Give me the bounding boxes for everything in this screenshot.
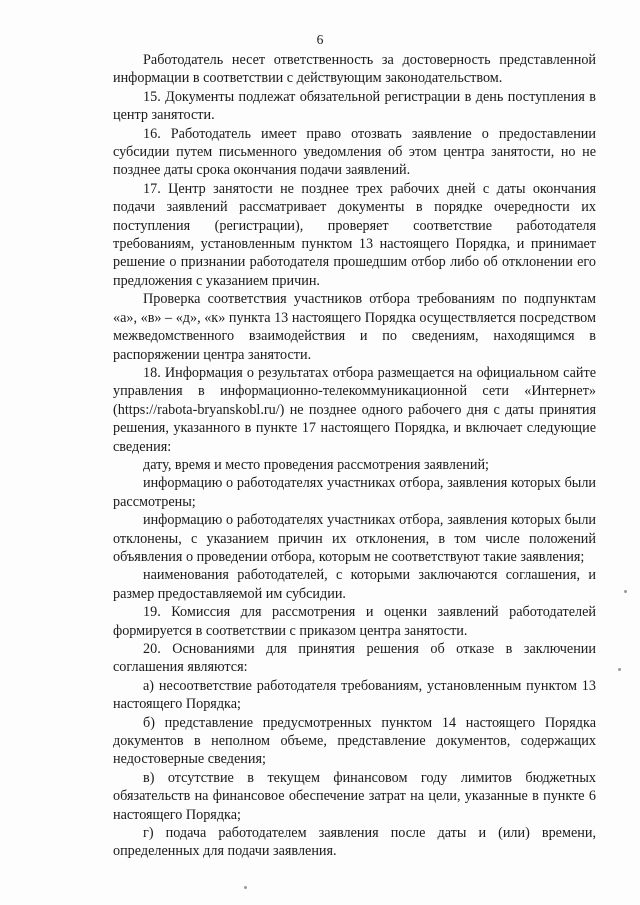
paragraph-19-commission: 19. Комиссия для рассмотрения и оценки заявлений работодателей формируется в соответствии с приказом центра занятости. [113,604,596,639]
scan-artifact-dot [244,886,247,889]
paragraph-18-results-info: 18. Информация о результатах отбора размещается на официальном сайте управления в информационно-телекоммуникационной сети «Интернет» (https://rabota-bryanskobl.ru/) не позднее одного рабочего дня с даты принятия решения, указанного в пункте 17 настоящего Порядка, и включает следующие сведения: [113,364,596,455]
page-number: 6 [316,32,324,47]
list-item-ground-c: в) отсутствие в текущем финансовом году лимитов бюджетных обязательств на финансовое обеспечение затрат на цели, указанные в пункте 6 настоящего Порядка; [113,769,596,823]
paragraph-compliance-check: Проверка соответствия участников отбора требованиям по подпунктам «а», «в» – «д», «к» пункта 13 настоящего Порядка осуществляется посредством межведомственного взаимодействия и по сведениям, находящимся в распоряжении центра занятости. [113,291,596,363]
paragraph-15-registration: 15. Документы подлежат обязательной регистрации в день поступления в центр занятости. [113,88,596,124]
paragraph-20-refusal-grounds: 20. Основаниями для принятия решения об отказе в заключении соглашения являются: [113,641,596,676]
paragraph-17-review: 17. Центр занятости не позднее трех рабочих дней с даты окончания подачи заявлений рассматривает документы в порядке очередности их поступления (регистрации), проверяет соответствие работодателя требованиям, установленным пунктом 13 настоящего Порядка, и принимает решение о признании работодателя прошедшим отбор либо об отклонении его предложения с указанием причин. [113,180,596,289]
list-item-ground-d: г) подача работодателем заявления после даты и (или) времени, определенных для подачи заявления. [113,825,596,860]
paragraph-employer-responsibility: Работодатель несет ответственность за достоверность представленной информации в соответствии с действующим законодательством. [113,52,596,87]
list-item-review-date: дату, время и место проведения рассмотрения заявлений; [143,456,489,473]
list-item-reviewed-employers: информацию о работодателях участниках отбора, заявления которых были рассмотрены; [113,475,596,510]
scan-artifact-dot [618,668,621,671]
paragraph-16-withdrawal: 16. Работодатель имеет право отозвать заявление о предоставлении субсидии путем письменного уведомления об этом центра занятости, но не позднее даты срока окончания подачи заявлений. [113,125,596,179]
list-item-agreement-employers: наименования работодателей, с которыми заключаются соглашения, и размер предоставляемой им субсидии. [113,567,596,602]
document-body [113,51,596,861]
scan-artifact-dot [624,590,627,593]
list-item-rejected-employers: информацию о работодателях участниках отбора, заявления которых были отклонены, с указанием причин их отклонения, в том числе положений объявления о проведении отбора, которым не соответствуют такие заявления; [113,512,596,565]
list-item-ground-b: б) представление предусмотренных пунктом 14 настоящего Порядка документов в неполном объеме, представление документов, содержащих недостоверные сведения; [113,714,596,768]
list-item-ground-a: а) несоответствие работодателя требованиям, установленным пунктом 13 настоящего Порядка; [113,677,596,713]
